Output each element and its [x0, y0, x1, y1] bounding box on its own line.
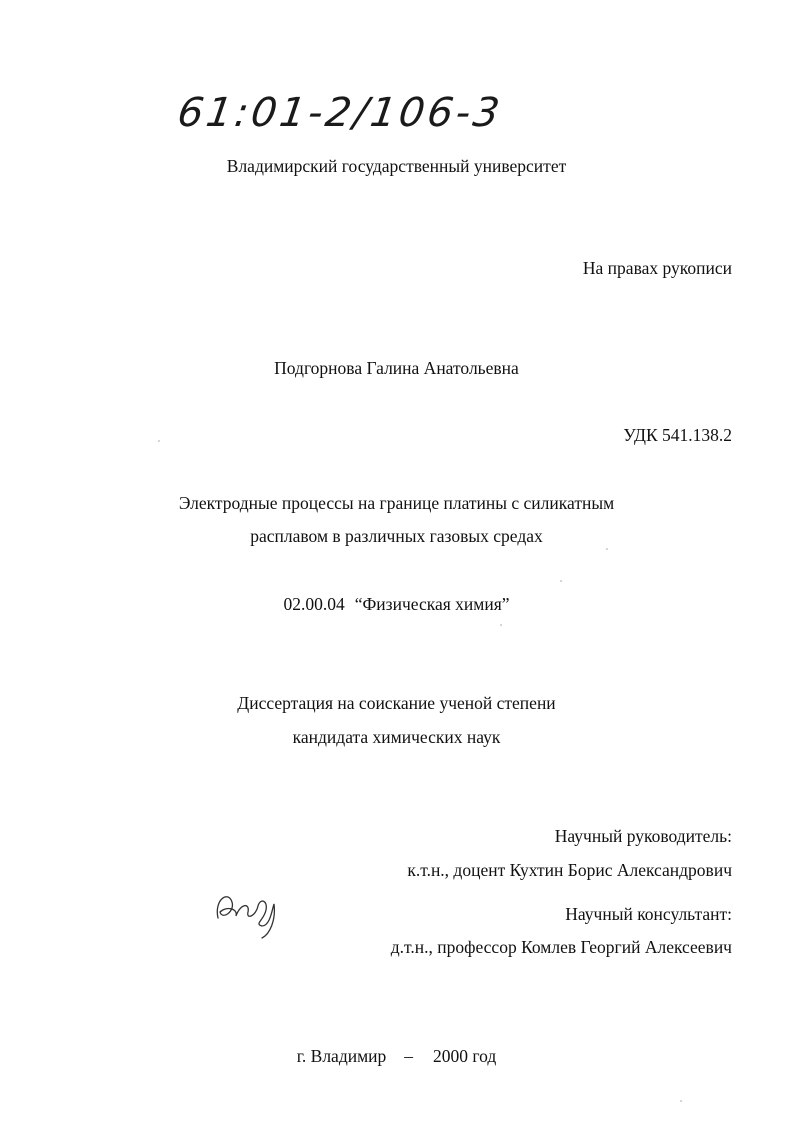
- year: 2000 год: [433, 1046, 497, 1066]
- university-name: Владимирский государственный университет: [226, 156, 567, 176]
- supervisor-label: Научный руководитель:: [554, 826, 732, 846]
- degree-line-2: кандидата химических наук: [292, 727, 501, 747]
- dissertation-title-line-2: расплавом в различных газовых средах: [250, 526, 543, 546]
- scan-speck: [158, 440, 160, 442]
- scan-speck: [606, 548, 608, 550]
- specialty-name: “Физическая химия”: [354, 594, 510, 614]
- author-name: Подгорнова Галина Анатольевна: [274, 358, 519, 378]
- scan-speck: [560, 580, 562, 582]
- signature: [210, 880, 290, 940]
- handwritten-archive-code: 61:01-2/106-3: [174, 90, 506, 136]
- specialty-code: 02.00.04: [283, 594, 345, 614]
- udc-code: УДК 541.138.2: [623, 425, 732, 445]
- specialty: [0, 596, 793, 614]
- consultant-label: Научный консультант:: [565, 904, 732, 924]
- dash: –: [404, 1046, 414, 1066]
- scan-speck: [680, 1100, 682, 1102]
- city: г. Владимир: [296, 1046, 387, 1066]
- degree-line-1: Диссертация на соискание ученой степени: [237, 693, 556, 713]
- dissertation-title-line-1: Электродные процессы на границе платины с силикатным: [178, 493, 615, 513]
- place-and-year: [0, 1048, 793, 1066]
- manuscript-rights: На правах рукописи: [582, 258, 732, 278]
- consultant-name: д.т.н., профессор Комлев Георгий Алексеевич: [390, 937, 732, 957]
- supervisor-name: к.т.н., доцент Кухтин Борис Александрович: [407, 860, 732, 880]
- scan-speck: [500, 624, 502, 626]
